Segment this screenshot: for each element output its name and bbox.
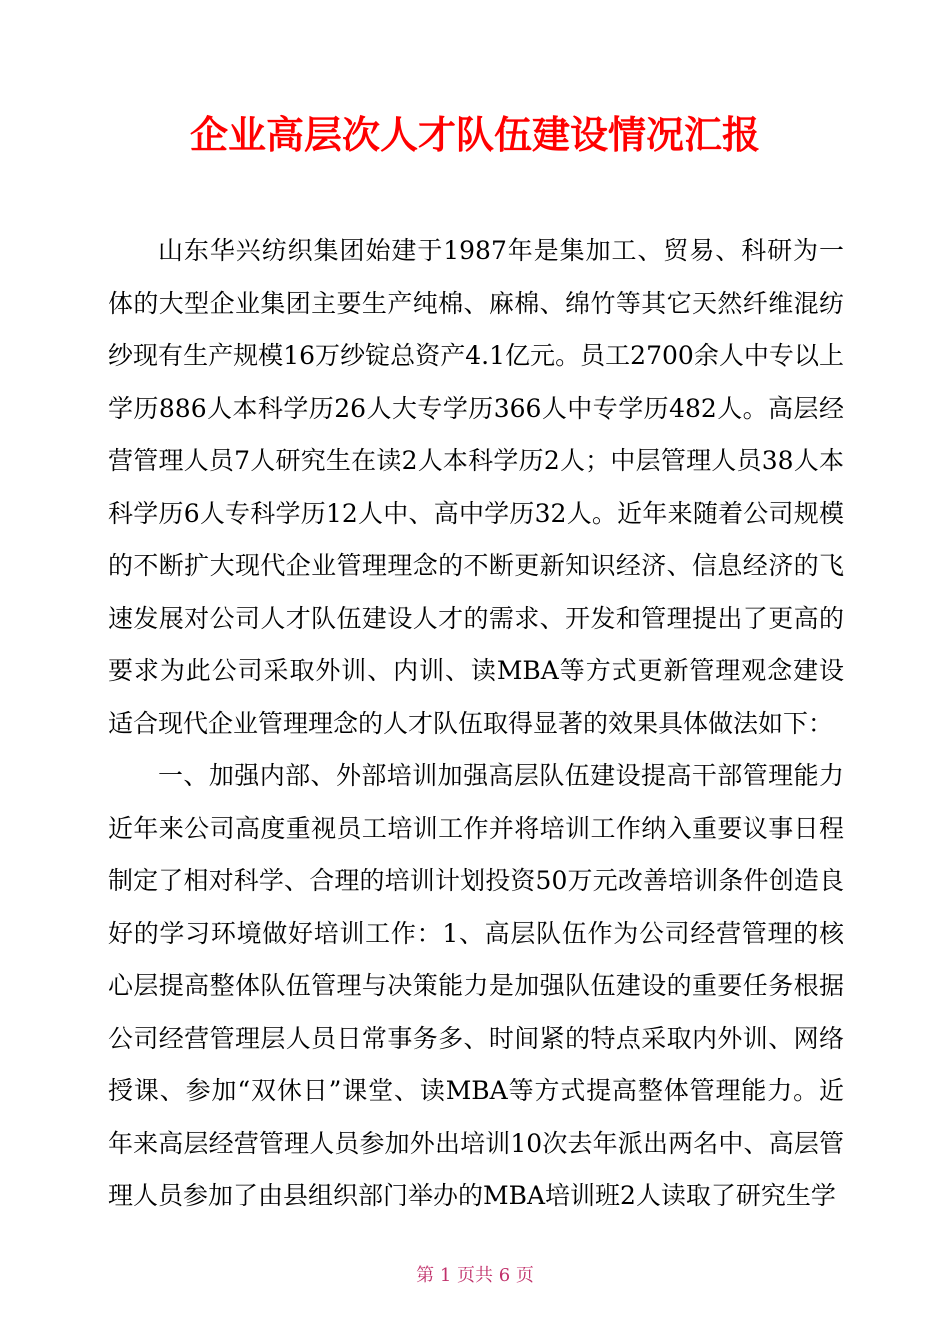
- paragraph-intro: 山东华兴纺织集团始建于1987年是集加工、贸易、科研为一体的大型企业集团主要生产纯棉、麻棉、绵竹等其它天然纤维混纺纱现有生产规模16万纱锭总资产4.1亿元。员工2700余人中专以上学历886人本科学历26人大专学历366人中专学历482人。高层经营管理人员7人研究生在读2人本科学历2人；中层管理人员38人本科学历6人专科学历12人中、高中学历32人。近年来随着公司规模的不断扩大现代企业管理理念的不断更新知识经济、信息经济的飞速发展对公司人才队伍建设人才的需求、开发和管理提出了更高的要求为此公司采取外训、内训、读MBA等方式更新管理观念建设适合现代企业管理理念的人才队伍取得显著的效果具体做法如下：: [108, 236, 844, 738]
- document-body: [108, 225, 844, 1223]
- document-title: 企业高层次人才队伍建设情况汇报: [189, 113, 760, 157]
- paragraph-section-one: 一、加强内部、外部培训加强高层队伍建设提高干部管理能力近年来公司高度重视员工培训工作并将培训工作纳入重要议事日程制定了相对科学、合理的培训计划投资50万元改善培训条件创造良好的学习环境做好培训工作：1、高层队伍作为公司经营管理的核心层提高整体队伍管理与决策能力是加强队伍建设的重要任务根据公司经营管理层人员日常事务多、时间紧的特点采取内外训、网络授课、参加“双休日”课堂、读MBA等方式提高整体管理能力。近年来高层经营管理人员参加外出培训10次去年派出两名中、高层管理人员参加了由县组织部门举办的MBA培训班2人读取了研究生学: [108, 761, 844, 1210]
- page-footer: 第 1 页共 6 页: [416, 1265, 534, 1286]
